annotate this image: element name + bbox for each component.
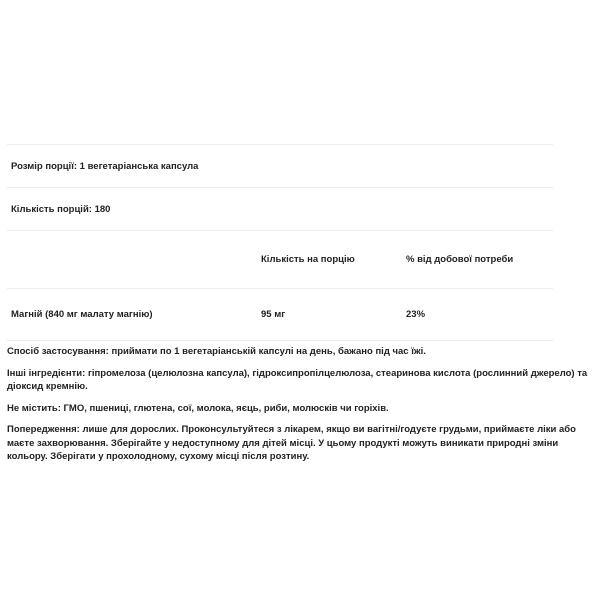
product-notes <box>7 345 589 472</box>
serving-size-text: Розмір порції: 1 вегетаріанська капсула <box>11 160 199 172</box>
header-amount-per-serving: Кількість на порцію <box>261 254 355 265</box>
nutrient-daily-value: 23% <box>406 309 426 320</box>
servings-per-container-text: Кількість порцій: 180 <box>11 203 111 215</box>
directions-text: Спосіб застосування: приймати по 1 вегетаріанській капсулі на день, бажано під час їжі. <box>7 346 426 357</box>
table-row <box>7 288 553 341</box>
warning-text: Попередження: лише для дорослих. Проконсультуйтеся з лікарем, якщо ви вагітні/годуєте грудьми, приймаєте ліки або маєте захворювання. Зберігайте у недоступному для дітей місці. У цьому продукті можуть виникати природні зміни кольору. Зберігати у прохолодному, сухому місці після розтину. <box>7 424 576 462</box>
does-not-contain-text: Не містить: ГМО, пшениці, глютена, сої, молока, яєць, риби, молюсків чи горіхів. <box>7 402 389 414</box>
table-header-row <box>7 230 553 288</box>
servings-per-container-row <box>7 187 553 230</box>
other-ingredients-text: Інші інгредієнти: гіпромелоза (целюлозна капсула), гідроксипропілцелюлоза, стеаринова кислота (рослинний джерело) та діоксид кремнію. <box>7 367 588 392</box>
header-daily-value: % від добової потреби <box>406 254 514 265</box>
nutrient-name: Магній (840 мг малату магнію) <box>11 309 153 320</box>
nutrient-amount: 95 мг <box>261 309 286 320</box>
supplement-facts-table <box>7 144 553 341</box>
serving-size-row <box>7 144 553 187</box>
